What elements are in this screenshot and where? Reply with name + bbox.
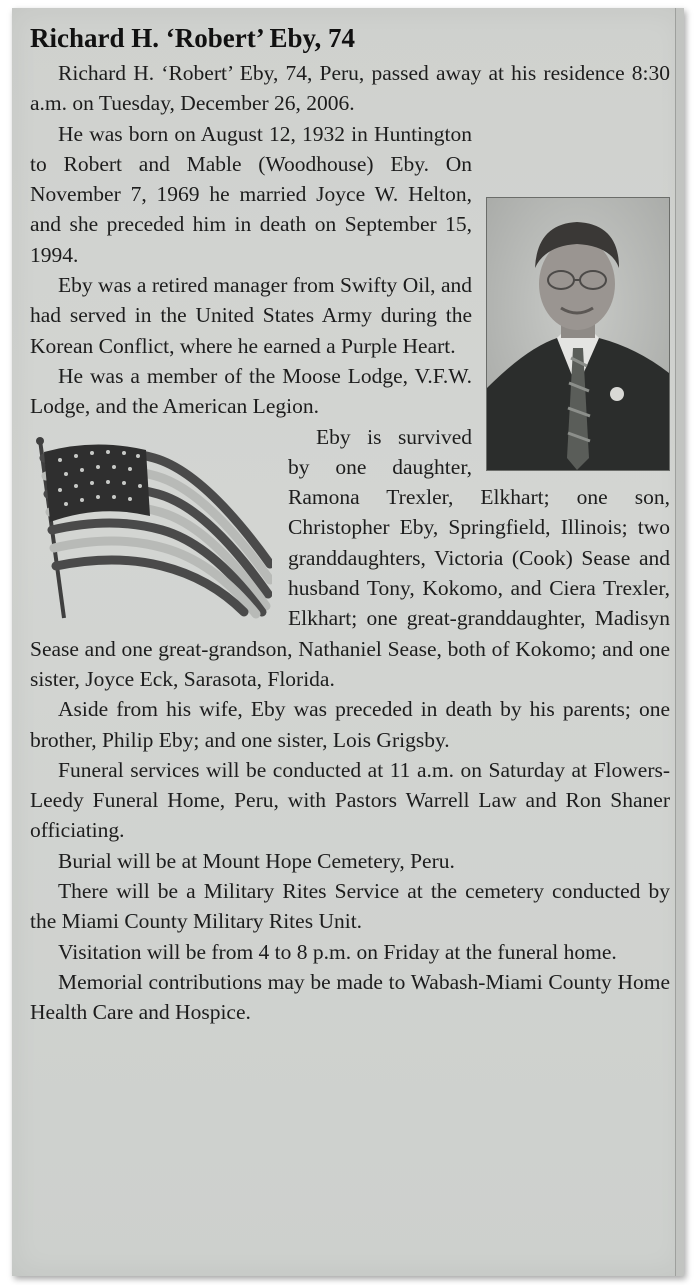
- paragraph-intro: Richard H. ‘Robert’ Eby, 74, Peru, passed away at his residence 8:30 a.m. on Tuesday, December 26, 2006.: [30, 61, 670, 116]
- paragraph-memberships: He was a member of the Moose Lodge, V.F.W. Lodge, and the American Legion.: [30, 363, 472, 419]
- clipping-edge: [675, 8, 684, 1276]
- paragraph-burial: Burial will be at Mount Hope Cemetery, Peru.: [58, 848, 455, 873]
- newspaper-clipping: [12, 8, 684, 1276]
- paragraph-visitation: Visitation will be from 4 to 8 p.m. on Friday at the funeral home.: [58, 939, 617, 964]
- paragraph-military-rites: There will be a Military Rites Service at the cemetery conducted by the Miami County Military Rites Unit.: [30, 879, 670, 934]
- paragraph-birth: He was born on August 12, 1932 in Huntington to Robert and Mable (Woodhouse) Eby. On November 7, 1969 he married Joyce W. Helton, and she preceded him in death on September 15, 1994.: [30, 121, 472, 267]
- paragraph-funeral: Funeral services will be conducted at 11 a.m. on Saturday at Flowers-Leedy Funeral Home, Peru, with Pastors Warrell Law and Ron Shaner officiating.: [30, 757, 670, 843]
- paragraph-memorials: Memorial contributions may be made to Wabash-Miami County Home Health Care and Hospice.: [30, 969, 670, 1025]
- american-flag-icon: [34, 436, 272, 622]
- paragraph-survivors: Eby is survived by one daughter, Ramona Trexler, Elkhart; one son, Christopher Eby, Springfield, Illinois; two granddaughters, Victoria (Cook) Sease and husband Tony, Kokomo, and Ciera Trexler, Elkhart; one great-granddaughter, Madisyn Sease and one great-grandson, Nathaniel Sease, both of Kokomo; and one sister, Joyce Eck, Sarasota, Florida.: [30, 424, 670, 691]
- paragraph-career: Eby was a retired manager from Swifty Oil, and had served in the United States Army during the Korean Conflict, where he earned a Purple Heart.: [30, 273, 472, 358]
- paragraph-preceded: Aside from his wife, Eby was preceded in death by his parents; one brother, Philip Eby; and one sister, Lois Grigsby.: [30, 697, 670, 752]
- obituary-body: [30, 58, 670, 1028]
- portrait-photo: [486, 197, 670, 471]
- obituary-headline: Richard H. ‘Robert’ Eby, 74: [30, 23, 355, 53]
